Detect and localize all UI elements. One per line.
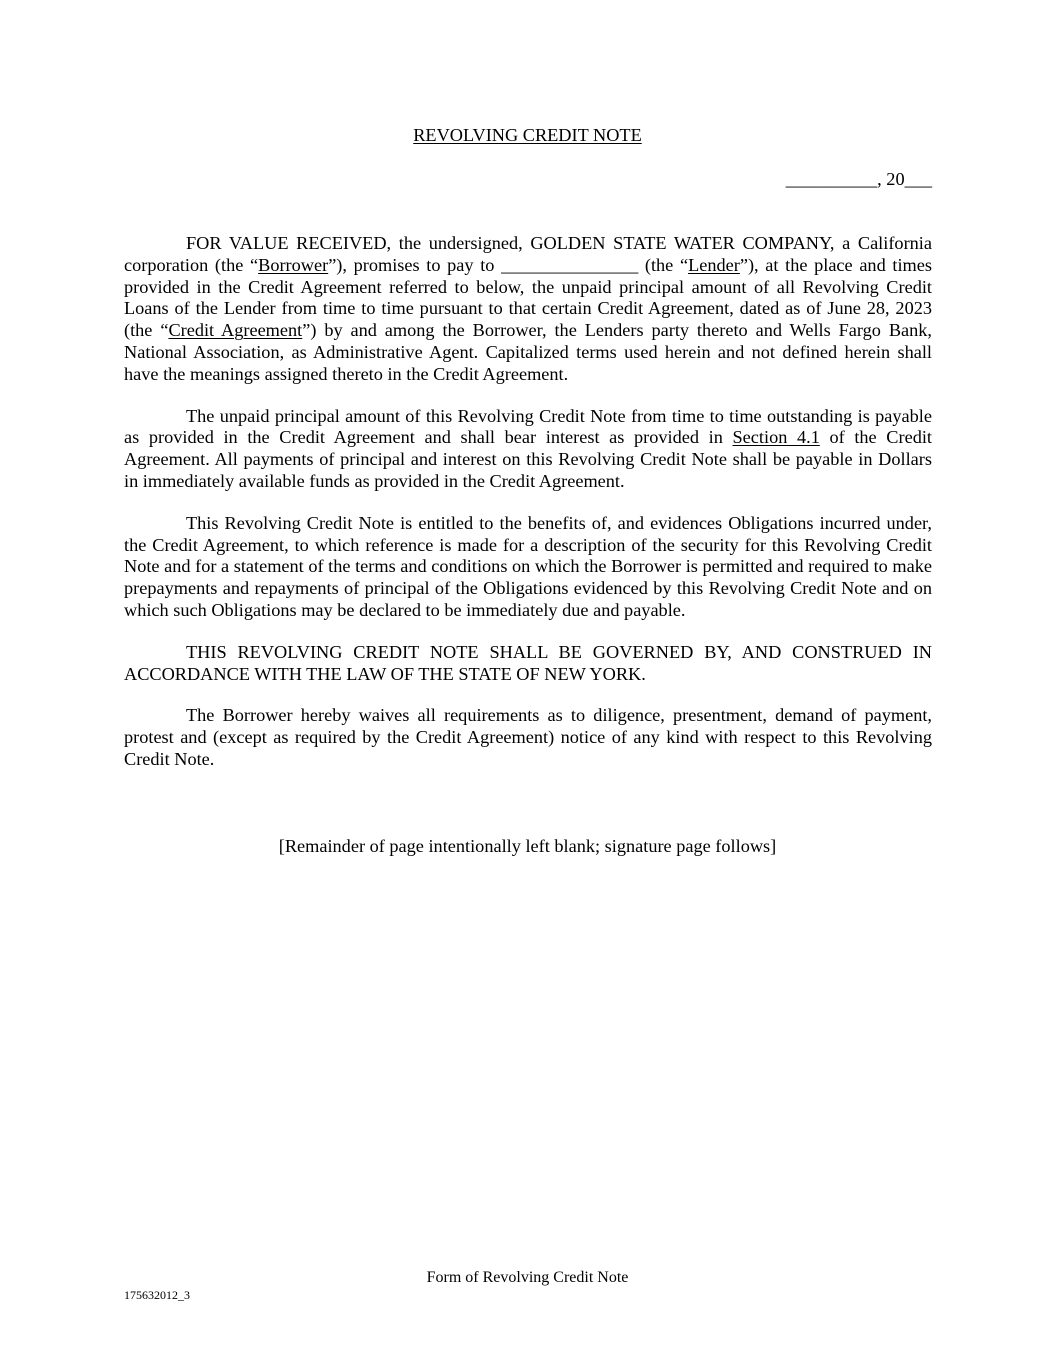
paragraph-for-value-received <box>124 233 932 386</box>
date-separator: , <box>877 169 887 189</box>
document-body <box>124 233 932 791</box>
paragraph-benefits: This Revolving Credit Note is entitled to the benefits of, and evidences Obligations incurred under, the Credit Agreement, to which reference is made for a description of the security for this Revolving Credit Note and for a statement of the terms and conditions on which the Borrower is permitted and required to make prepayments and repayments of principal of the Obligations evidenced by this Revolving Credit Note and on which such Obligations may be declared to be immediately due and payable. <box>124 512 932 620</box>
credit-agreement-defined-term: Credit Agreement <box>168 320 303 341</box>
section-reference: Section 4.1 <box>732 427 820 448</box>
borrower-defined-term: Borrower <box>258 254 329 275</box>
para2-text-b: of the Credit Agreement. All payments of principal and interest on this Revolving Credit Note shall be payable in Dollars in immediately available funds as provided in the Credit Agreement. <box>124 427 932 491</box>
paragraph-governing-law: THIS REVOLVING CREDIT NOTE SHALL BE GOVERNED BY, AND CONSTRUED IN ACCORDANCE WITH THE LAW OF THE STATE OF NEW YORK. <box>124 641 932 684</box>
document-title-text: REVOLVING CREDIT NOTE <box>413 125 642 145</box>
paragraph-unpaid-principal <box>124 406 932 493</box>
para1-text-d: ”) by and among the Borrower, the Lenders party thereto and Wells Fargo Bank, National Association, as Administrative Agent. Capitalized terms used herein and not defined herein shall have the meanings assigned thereto in the Credit Agreement. <box>124 320 932 384</box>
year-prefix: 20 <box>886 169 905 189</box>
para2-text-a: The unpaid principal amount of this Revolving Credit Note from time to time outstanding is payable as provided in the Credit Agreement and shall bear interest as provided in <box>124 405 932 448</box>
lender-defined-term: Lender <box>688 254 740 275</box>
document-id: 175632012_3 <box>124 1288 190 1302</box>
date-line <box>124 169 932 191</box>
date-blank: __________ <box>785 169 878 189</box>
year-blank: ___ <box>904 169 932 189</box>
para1-text-b: ”), promises to pay to _______________ (the “ <box>328 254 689 275</box>
document-title <box>0 125 1055 147</box>
para1-text-c: ”), at the place and times provided in the Credit Agreement referred to below, the unpaid principal amount of all Revolving Credit Loans of the Lender from time to time pursuant to that certain Credit Agreement, dated as of June 28, 2023 (the “ <box>124 254 932 341</box>
footer-title: Form of Revolving Credit Note <box>426 1269 629 1286</box>
remainder-notice: [Remainder of page intentionally left blank; signature page follows] <box>278 836 777 856</box>
para1-text-a: FOR VALUE RECEIVED, the undersigned, GOLDEN STATE WATER COMPANY, a California corporation (the “ <box>124 233 932 275</box>
paragraph-waiver: The Borrower hereby waives all requirements as to diligence, presentment, demand of payment, protest and (except as required by the Credit Agreement) notice of any kind with respect to this Revolving Credit Note. <box>124 705 932 769</box>
